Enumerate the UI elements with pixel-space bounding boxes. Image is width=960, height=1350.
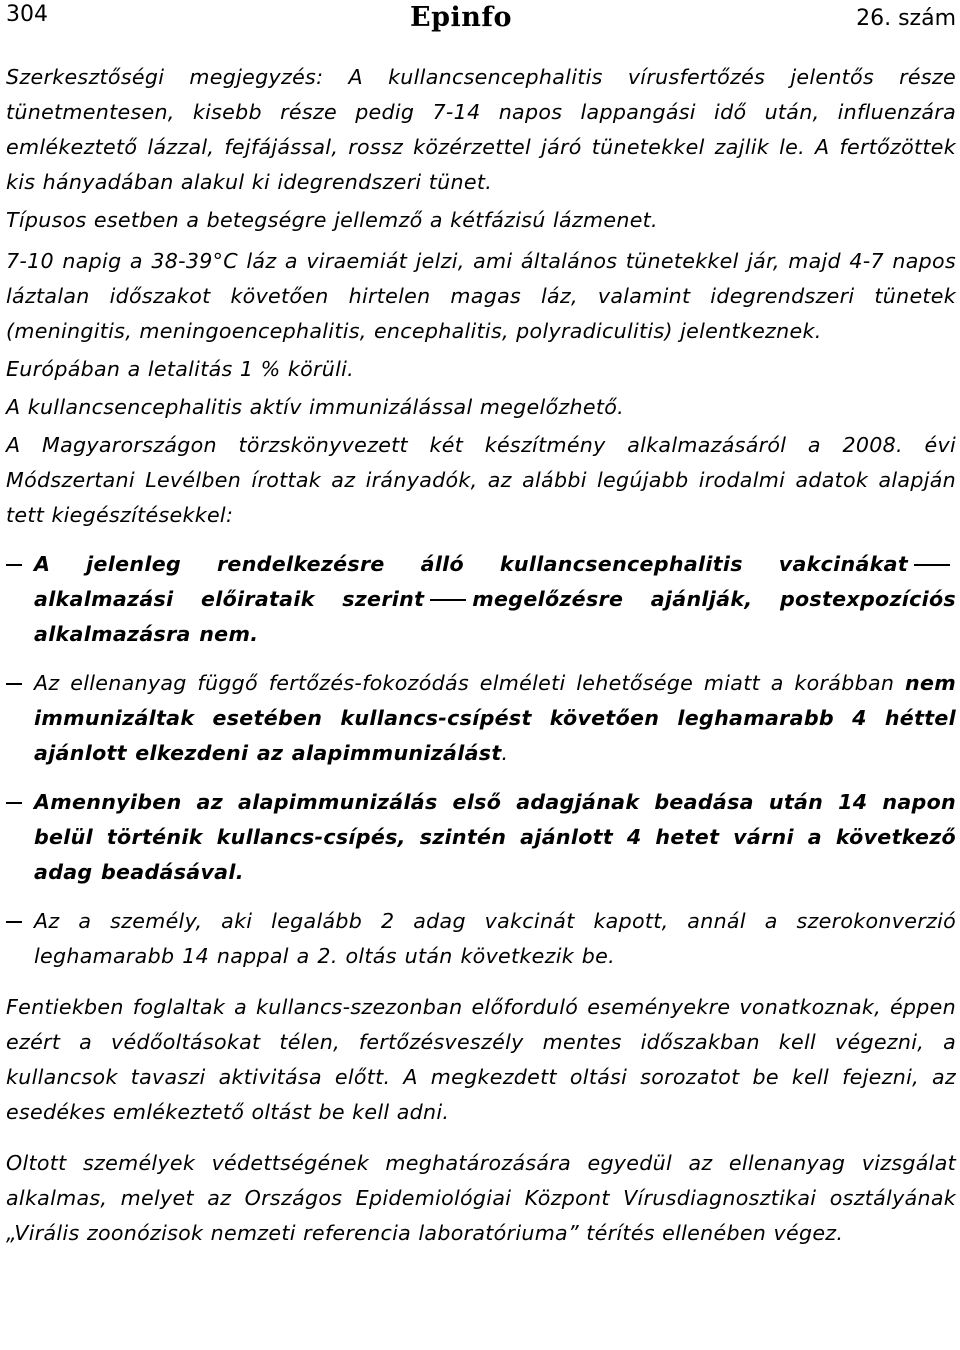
bullet-text-part: megelőzésre ajánlják, postexpozíciós alkalmazásra nem. <box>34 587 956 646</box>
bullet-text <box>34 547 956 652</box>
bullet-dash <box>6 921 22 923</box>
bullet-dash <box>6 683 22 685</box>
editorial-note-text: A kullancsencephalitis vírusfertőzés jelentős része tünetmentesen, kisebb része pedig 7-14 napos lappangási idő után, influenzára emlékeztető lázzal, fejfájással, rossz közérzettel járó tünetekkel zajlik le. A fertőzöttek kis hányadában alakul ki idegrendszeri tünet. <box>6 65 956 194</box>
typical-course: Típusos esetben a betegségre jellemző a kétfázisú lázmenet. <box>6 208 658 232</box>
season-paragraph: Fentiekben foglaltak a kullancs-szezonban előforduló eseményekre vonatkoznak, éppen ezért a védőoltásokat télen, fertőzésveszély mentes időszakban kell végezni, a kullancsok tavaszi aktivitása előtt. A megkezdett oltási sorozatot be kell fejezni, az esedékes emlékeztető oltást be kell adni. <box>6 995 956 1124</box>
bullet-item <box>6 547 956 652</box>
document-page <box>6 0 956 1251</box>
issue-number: 26. szám <box>856 6 956 31</box>
bullet-text-part: A jelenleg rendelkezésre álló kullancsencephalitis vakcinákat <box>34 552 908 576</box>
bullet-dash <box>6 564 22 566</box>
prevention-paragraph: A kullancsencephalitis aktív immunizálással megelőzhető. <box>6 395 624 419</box>
bullet-text-part: alkalmazási előirataik szerint <box>34 587 425 611</box>
bullet-dash <box>6 802 22 804</box>
lethality-paragraph: Európában a letalitás 1 % körüli. <box>6 357 354 381</box>
bullet-text <box>34 666 956 771</box>
bullet-text-part: Az ellenanyag függő fertőzés-fokozódás elméleti lehetősége miatt a korábban <box>34 671 895 695</box>
inline-dash <box>430 599 466 601</box>
bullet-bold-text: nem immunizáltak esetében kullancs-csípést követően leghamarabb 4 héttel ajánlott elkezdeni az alapimmunizálást <box>34 671 956 765</box>
bullet-text: Amennyiben az alapimmunizálás első adagjának beadása után 14 napon belül történik kullancs-csípés, szintén ajánlott 4 hetet várni a következő adag beadásával. <box>34 790 956 884</box>
editorial-note-label: Szerkesztőségi megjegyzés: <box>6 65 324 89</box>
page-header <box>6 0 956 44</box>
editorial-note <box>6 60 956 200</box>
journal-logo: Epinfo <box>410 2 512 33</box>
bullet-item <box>6 904 956 974</box>
bullet-text-part: . <box>501 741 509 765</box>
inline-dash <box>914 564 950 566</box>
bullet-text: Az a személy, aki legalább 2 adag vakcinát kapott, annál a szerokonverzió leghamarabb 14 nappal a 2. oltás után következik be. <box>34 909 956 968</box>
fever-course-paragraph: 7-10 napig a 38-39°C láz a viraemiát jelzi, ami általános tünetekkel jár, majd 4-7 napos láztalan időszakot követően hirtelen magas láz, valamint idegrendszeri tünetek (meningitis, meningoencephalitis, encephalitis, polyradiculitis) jelentkeznek. <box>6 249 956 343</box>
lab-paragraph: Oltott személyek védettségének meghatározására egyedül az ellenanyag vizsgálat alkalmas, melyet az Országos Epidemiológiai Központ Vírusdiagnosztikai osztályának „Virális zoonózisok nemzeti referencia laboratóriuma” térítés ellenében végez. <box>6 1151 956 1245</box>
guideline-intro-paragraph: A Magyarországon törzskönyvezett két készítmény alkalmazásáról a 2008. évi Módszertani Levélben írottak az irányadók, az alábbi legújabb irodalmi adatok alapján tett kiegészítésekkel: <box>6 433 956 527</box>
bullet-item <box>6 785 956 890</box>
page-number: 304 <box>6 2 48 27</box>
bullet-item <box>6 666 956 771</box>
